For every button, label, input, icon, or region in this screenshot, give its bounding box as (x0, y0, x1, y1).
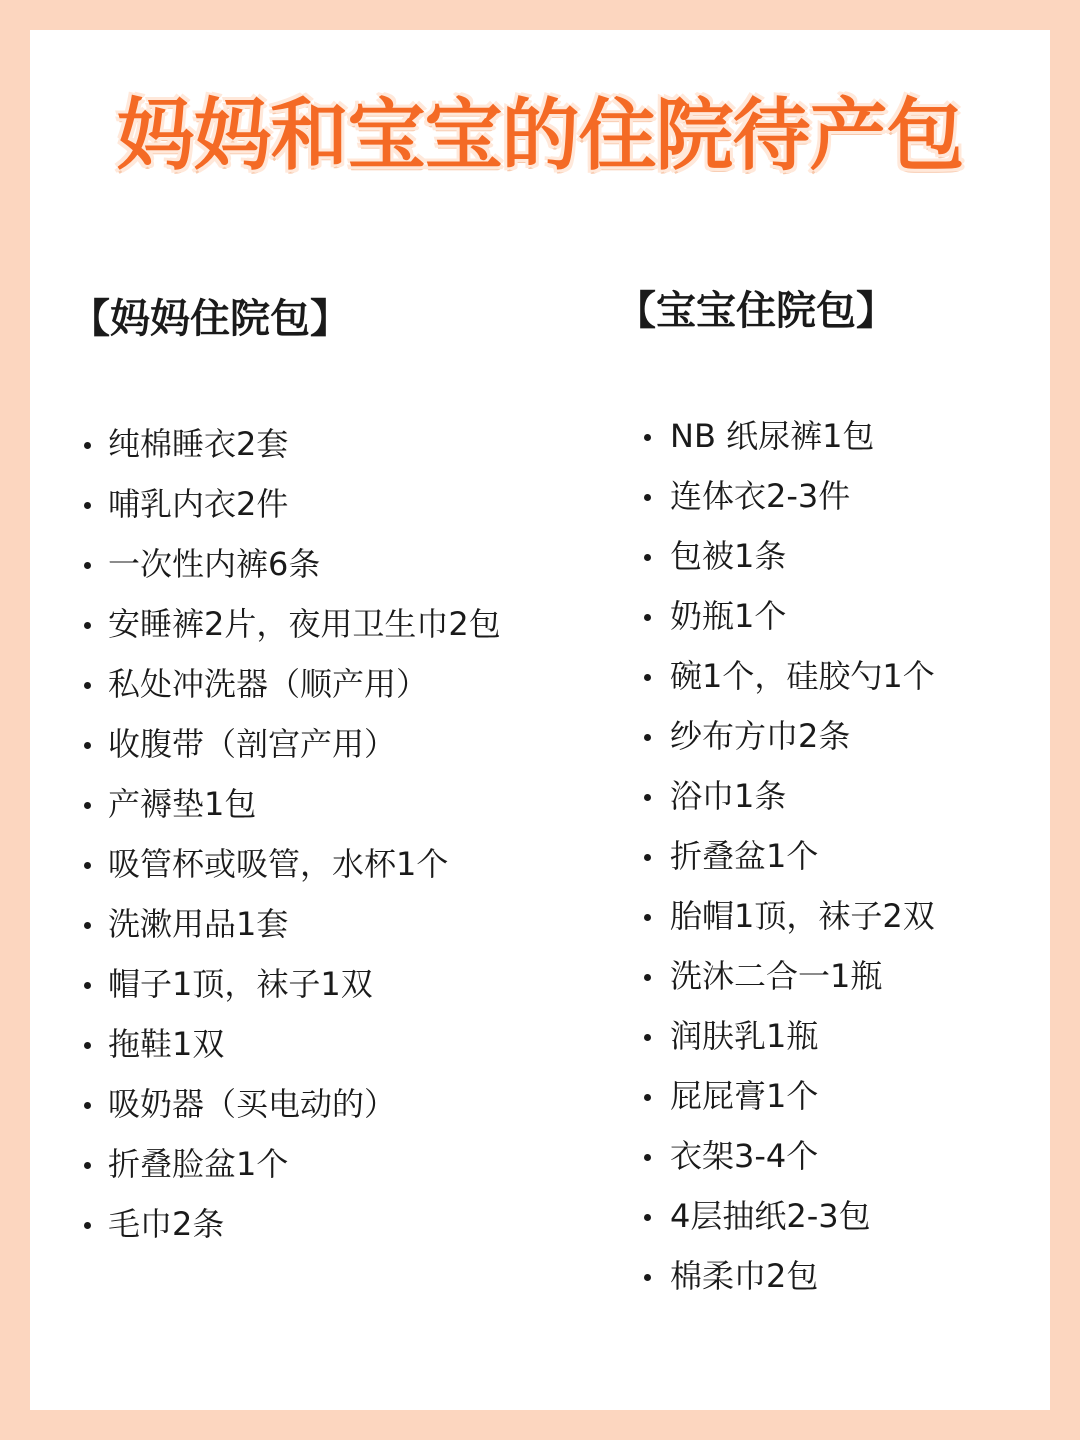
bullet-icon (84, 922, 91, 929)
bullet-icon (644, 1154, 651, 1161)
baby-item-label: 胎帽1顶，袜子2双 (670, 897, 935, 935)
baby-list-item (628, 410, 1028, 470)
bullet-icon (644, 794, 651, 801)
bullet-icon (84, 502, 91, 509)
mom-list-item (82, 538, 532, 598)
baby-bag-heading: 【宝宝住院包】 (616, 288, 896, 334)
mom-item-label: 毛巾2条 (108, 1205, 225, 1243)
bullet-icon (644, 554, 651, 561)
bullet-icon (84, 682, 91, 689)
baby-list-item (628, 530, 1028, 590)
mom-list-item (82, 1018, 532, 1078)
mom-item-label: 洗漱用品1套 (108, 905, 289, 943)
mom-list-item (82, 658, 532, 718)
bullet-icon (84, 982, 91, 989)
baby-list-item (628, 1190, 1028, 1250)
baby-list-item (628, 710, 1028, 770)
mom-list-item (82, 418, 532, 478)
baby-item-label: 4层抽纸2-3包 (670, 1197, 871, 1235)
baby-item-label: 纱布方巾2条 (670, 717, 851, 755)
baby-list-item (628, 650, 1028, 710)
mom-item-label: 吸奶器（买电动的） (108, 1085, 397, 1123)
mom-list-item (82, 718, 532, 778)
bullet-icon (644, 1274, 651, 1281)
mom-list-item (82, 838, 532, 898)
baby-item-label: 浴巾1条 (670, 777, 787, 815)
bullet-icon (84, 742, 91, 749)
mom-list-item (82, 1078, 532, 1138)
baby-list-item (628, 1010, 1028, 1070)
mom-bag-section (70, 292, 501, 1243)
bullet-icon (644, 914, 651, 921)
bullet-icon (644, 494, 651, 501)
baby-list-item (628, 830, 1028, 890)
bullet-icon (84, 1102, 91, 1109)
baby-list-item (628, 590, 1028, 650)
mom-list-item (82, 598, 532, 658)
page-title: 妈妈和宝宝的住院待产包 (116, 91, 964, 181)
bullet-icon (84, 862, 91, 869)
mom-item-label: 纯棉睡衣2套 (108, 425, 289, 463)
bullet-icon (644, 734, 651, 741)
baby-item-label: 屁屁膏1个 (670, 1077, 819, 1115)
bullet-icon (84, 1042, 91, 1049)
mom-list-item (82, 1198, 532, 1258)
bullet-icon (644, 1034, 651, 1041)
bullet-icon (84, 622, 91, 629)
bullet-icon (84, 442, 91, 449)
bullet-icon (644, 434, 651, 441)
mom-item-label: 折叠脸盆1个 (108, 1145, 289, 1183)
baby-list-item (628, 1070, 1028, 1130)
bullet-icon (84, 1222, 91, 1229)
baby-item-label: 棉柔巾2包 (670, 1257, 819, 1295)
mom-item-label: 收腹带（剖宫产用） (108, 725, 397, 763)
bullet-icon (644, 974, 651, 981)
baby-list-item (628, 470, 1028, 530)
baby-item-label: 折叠盆1个 (670, 837, 819, 875)
mom-item-label: 一次性内裤6条 (108, 545, 321, 583)
baby-item-label: 碗1个，硅胶勺1个 (670, 657, 935, 695)
baby-list-item (628, 890, 1028, 950)
bullet-icon (644, 1094, 651, 1101)
baby-list-item (628, 770, 1028, 830)
mom-item-label: 安睡裤2片，夜用卫生巾2包 (108, 605, 501, 643)
baby-item-label: 洗沐二合一1瓶 (670, 957, 883, 995)
baby-list-item (628, 1130, 1028, 1190)
mom-bag-heading: 【妈妈住院包】 (70, 296, 350, 342)
mom-item-label: 哺乳内衣2件 (108, 485, 289, 523)
mom-list-item (82, 478, 532, 538)
baby-item-label: NB 纸尿裤1包 (670, 417, 875, 455)
baby-bag-list (628, 410, 1028, 1310)
baby-item-label: 连体衣2-3件 (670, 477, 851, 515)
baby-list-item (628, 950, 1028, 1010)
bullet-icon (84, 802, 91, 809)
baby-list-item (628, 1250, 1028, 1310)
bullet-icon (84, 562, 91, 569)
mom-item-label: 产褥垫1包 (108, 785, 257, 823)
mom-list-item (82, 1138, 532, 1198)
baby-item-label: 奶瓶1个 (670, 597, 787, 635)
bullet-icon (644, 674, 651, 681)
bullet-icon (644, 614, 651, 621)
mom-item-label: 私处冲洗器（顺产用） (108, 665, 429, 703)
mom-list-item (82, 958, 532, 1018)
mom-list-item (82, 898, 532, 958)
baby-item-label: 润肤乳1瓶 (670, 1017, 819, 1055)
baby-item-label: 衣架3-4个 (670, 1137, 819, 1175)
baby-bag-section (616, 284, 935, 1295)
mom-item-label: 拖鞋1双 (108, 1025, 225, 1063)
baby-item-label: 包被1条 (670, 537, 787, 575)
bullet-icon (84, 1162, 91, 1169)
mom-bag-list (82, 418, 532, 1258)
mom-item-label: 吸管杯或吸管，水杯1个 (108, 845, 449, 883)
bullet-icon (644, 854, 651, 861)
bullet-icon (644, 1214, 651, 1221)
mom-list-item (82, 778, 532, 838)
mom-item-label: 帽子1顶，袜子1双 (108, 965, 373, 1003)
